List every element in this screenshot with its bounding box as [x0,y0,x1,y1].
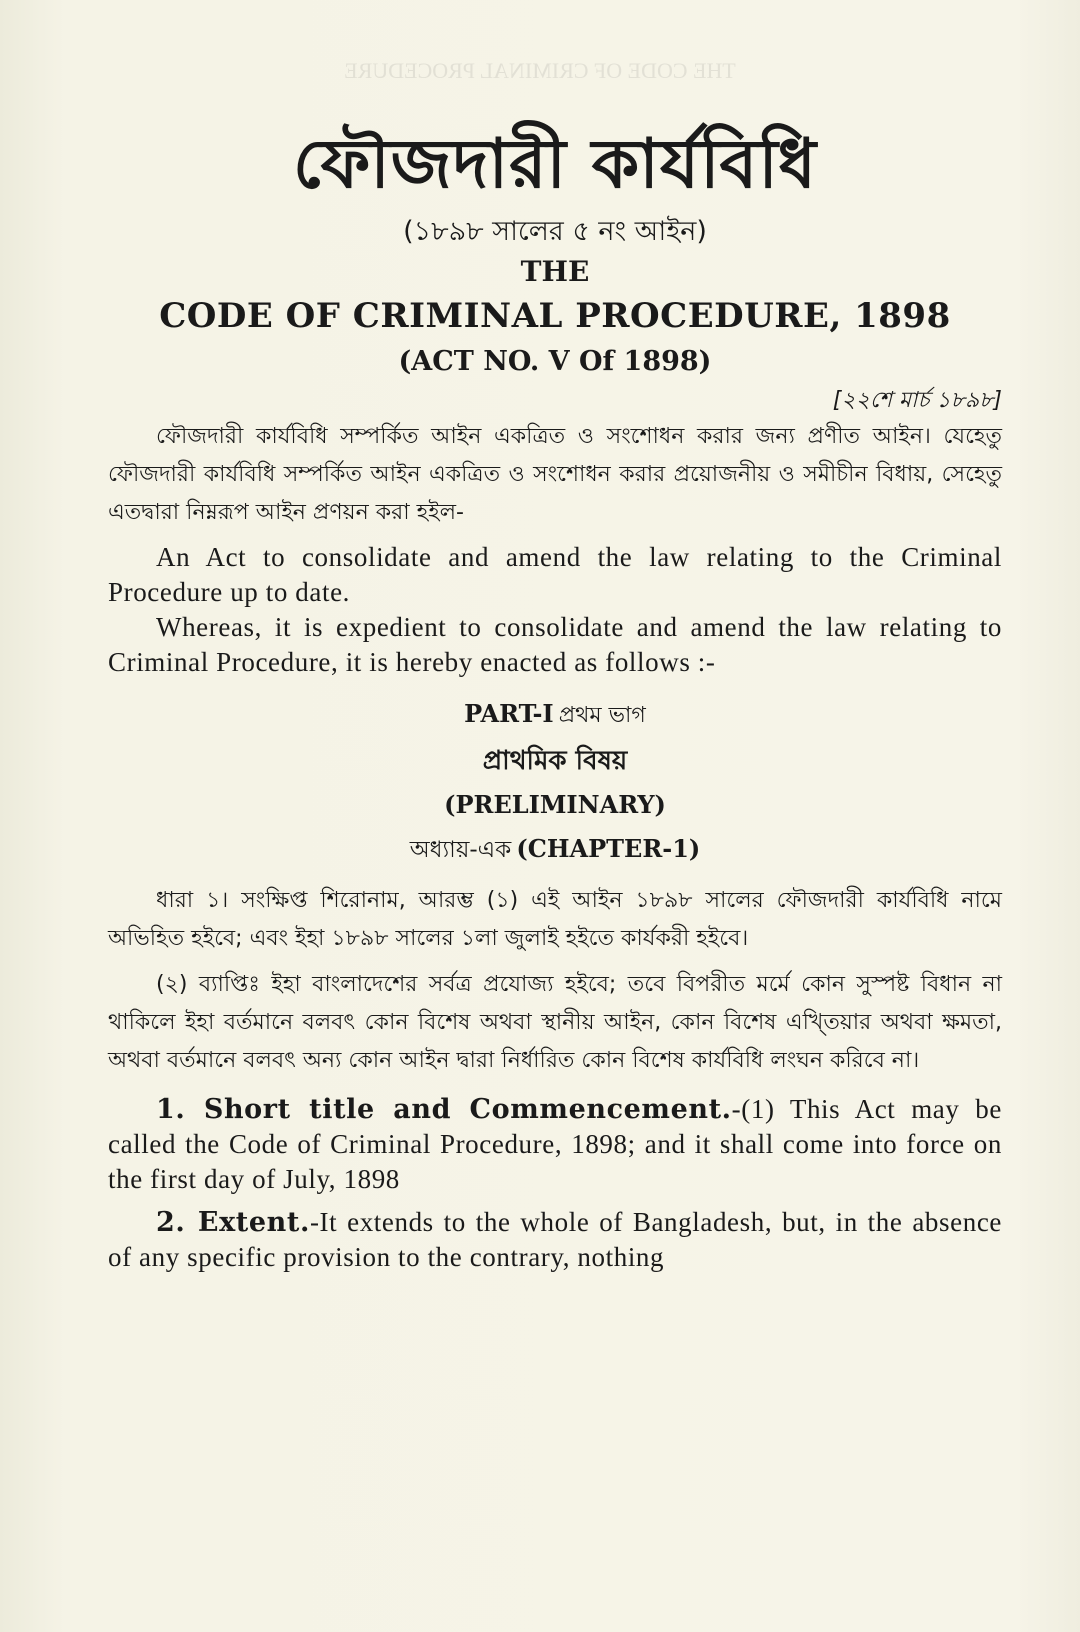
act-number-english: (ACT NO. V Of 1898) [398,346,712,377]
subject-english: (PRELIMINARY) [444,790,666,819]
enactment-date: [২২শে মার্চ ১৮৯৮] [832,388,1002,413]
section-1-text: -(1) This Act may be called the Code of Criminal Procedure, 1898; and it shall come into force on the first day of July, 1898 [108,1094,1002,1194]
title-bengali: ফৌজদারী কার্যবিধি [293,125,817,204]
preamble-english-whereas: Whereas, it is expedient to consolidate and amend the law relating to Criminal Procedure, it is hereby enacted as follows :- [108,612,1002,677]
preamble-english-long-title: An Act to consolidate and amend the law relating to the Criminal Procedure up to date. [108,542,1002,607]
section-2-english [108,1205,1002,1275]
chapter-heading [108,827,1002,874]
section-1-english [108,1092,1002,1197]
section-2-heading: 2. Extent. [156,1207,310,1238]
preamble-bengali: ফৌজদারী কার্যবিধি সম্পর্কিত আইন একত্রিত ও সংশোধন করার জন্য প্রণীত আইন। যেহেতু ফৌজদারী কার্যবিধি সম্পর্কিত আইন একত্রিত ও সংশোধন করার প্রয়োজনীয় ও সমীচীন বিধায়, সেহেতু এতদ্বারা নিম্নরূপ আইন প্রণয়ন করা হইল- [108,424,1002,525]
section-1-heading: 1. Short title and Commencement. [156,1094,732,1125]
bleed-through-header: THE CODE OF CRIMINAL PROCEDURE [344,58,736,83]
title-the: THE [520,255,590,288]
act-number-bengali: (১৮৯৮ সালের ৫ নং আইন) [403,216,707,247]
title-english: CODE OF CRIMINAL PROCEDURE, 1898 [159,296,951,336]
section-2-text: -It extends to the whole of Bangladesh, but, in the absence of any specific provision to the contrary, nothing [108,1207,1002,1272]
section-1-bengali: ধারা ১। সংক্ষিপ্ত শিরোনাম, আরম্ভ (১) এই আইন ১৮৯৮ সালের ফৌজদারী কার্যবিধি নামে অভিহিত হইবে; এবং ইহা ১৮৯৮ সালের ১লা জুলাই হইতে কার্যকরী হইবে। [108,888,1002,951]
part-heading [108,692,1002,739]
chapter-bengali: অধ্যায়-এক [409,837,512,863]
section-2-bengali: (২) ব্যাপ্তিঃ ইহা বাংলাদেশের সর্বত্র প্রযোজ্য হইবে; তবে বিপরীত মর্মে কোন সুস্পষ্ট বিধান না থাকিলে ইহা বর্তমানে বলবৎ কোন বিশেষ অথবা স্থানীয় আইন, কোন বিশেষ এখ্তিয়ার অথবা ক্ষমতা, অথবা বর্তমানে বলবৎ অন্য কোন আইন দ্বারা নির্ধারিত কোন বিশেষ কার্যবিধি লংঘন করিবে না। [108,972,1002,1073]
part-english: PART-I [464,699,554,728]
part-bengali: প্রথম ভাগ [558,703,646,728]
page-content [108,122,1002,1275]
chapter-english: (CHAPTER-1) [516,834,701,863]
subject-bengali: প্রাথমিক বিষয় [482,746,628,776]
